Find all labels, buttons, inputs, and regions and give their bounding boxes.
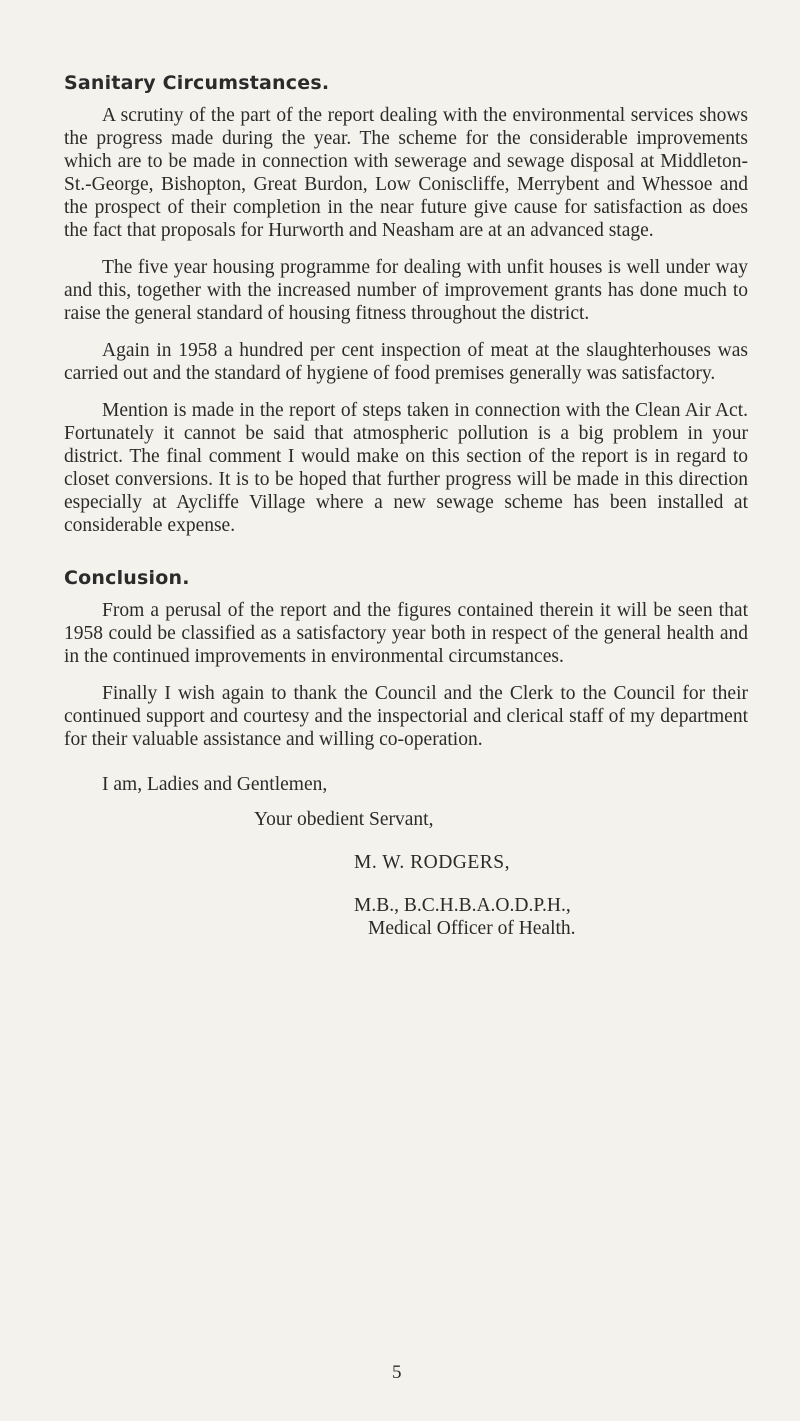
paragraph-sanitary-3: Again in 1958 a hundred per cent inspection of meat at the slaughterhouses was carried out and the standard of hygiene of food premises generally was satisfactory. [64, 340, 748, 384]
paragraph-conclusion-1: From a perusal of the report and the figures contained therein it will be seen that 1958 could be classified as a satisfactory year both in respect of the general health and in the continued improvements in environmental circumstances. [64, 600, 748, 667]
paragraph-sanitary-4: Mention is made in the report of steps taken in connection with the Clean Air Act. Fortunately it cannot be said that atmospheric pollution is a big problem in your district. The final comment I would make on this section of the report is in regard to closet conversions. It is to be hoped that further progress will be made in this direction especially at Aycliffe Village where a new sewage scheme has been installed at considerable expense. [64, 400, 748, 536]
closing-greeting: I am, Ladies and Gentlemen, [102, 774, 328, 795]
document-page [64, 72, 748, 940]
closing-servant: Your obedient Servant, [254, 809, 434, 830]
paragraph-sanitary-1: A scrutiny of the part of the report dealing with the environmental services shows the progress made during the year. The scheme for the considerable improvements which are to be made in connection with sewerage and sewage disposal at Middleton-St.-George, Bishopton, Great Burdon, Low Coniscliffe, Merrybent and Whessoe and the prospect of their completion in the near future give cause for satisfaction as does the fact that proposals for Hurworth and Neasham are at an advanced stage. [64, 105, 748, 241]
paragraph-conclusion-2: Finally I wish again to thank the Council and the Clerk to the Council for their continued support and courtesy and the inspectorial and clerical staff of my department for their valuable assistance and willing co-operation. [64, 683, 748, 750]
signatory-title: Medical Officer of Health. [368, 918, 576, 939]
signatory-qualifications: M.B., B.C.H.B.A.O.D.P.H., [354, 895, 571, 916]
section-heading-conclusion: Conclusion. [64, 567, 190, 589]
page-number: 5 [392, 1362, 402, 1383]
paragraph-sanitary-2: The five year housing programme for dealing with unfit houses is well under way and this, together with the increased number of improvement grants has done much to raise the general standard of housing fitness throughout the district. [64, 257, 748, 324]
signatory-name: M. W. RODGERS, [354, 852, 510, 873]
section-heading-sanitary: Sanitary Circumstances. [64, 72, 330, 94]
